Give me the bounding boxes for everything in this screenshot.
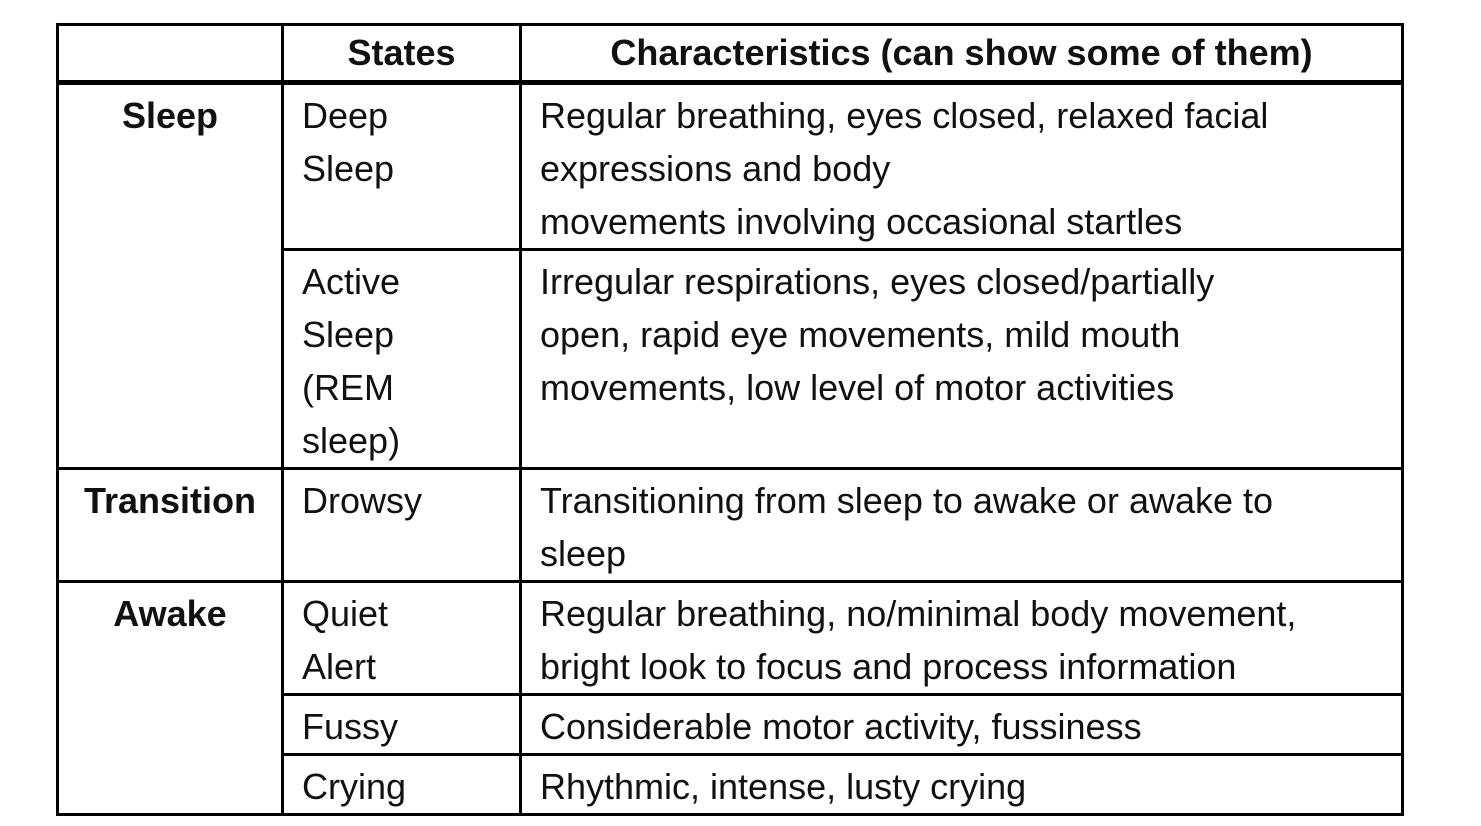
header-group [58,25,283,83]
group-transition: Transition [58,469,283,582]
state-cell: Fussy [283,695,521,755]
table-row [58,582,1403,695]
characteristics-cell: Irregular respirations, eyes closed/partially open, rapid eye movements, mild mouth movements, low level of motor activities [521,250,1403,469]
state-cell: Deep Sleep [283,83,521,250]
table-row [58,83,1403,250]
state-cell: Active Sleep (REM sleep) [283,250,521,469]
header-row [58,25,1403,83]
infant-states-table [56,23,1404,816]
characteristics-cell: Considerable motor activity, fussiness [521,695,1403,755]
characteristics-cell: Rhythmic, intense, lusty crying [521,755,1403,815]
characteristics-cell: Regular breathing, eyes closed, relaxed facial expressions and body movements involving occasional startles [521,83,1403,250]
state-cell: Crying [283,755,521,815]
header-characteristics: Characteristics (can show some of them) [521,25,1403,83]
characteristics-cell: Transitioning from sleep to awake or awake to sleep [521,469,1403,582]
state-cell: Quiet Alert [283,582,521,695]
header-states: States [283,25,521,83]
group-awake: Awake [58,582,283,815]
state-cell: Drowsy [283,469,521,582]
characteristics-cell: Regular breathing, no/minimal body movement, bright look to focus and process information [521,582,1403,695]
group-sleep: Sleep [58,83,283,469]
table-row [58,469,1403,582]
